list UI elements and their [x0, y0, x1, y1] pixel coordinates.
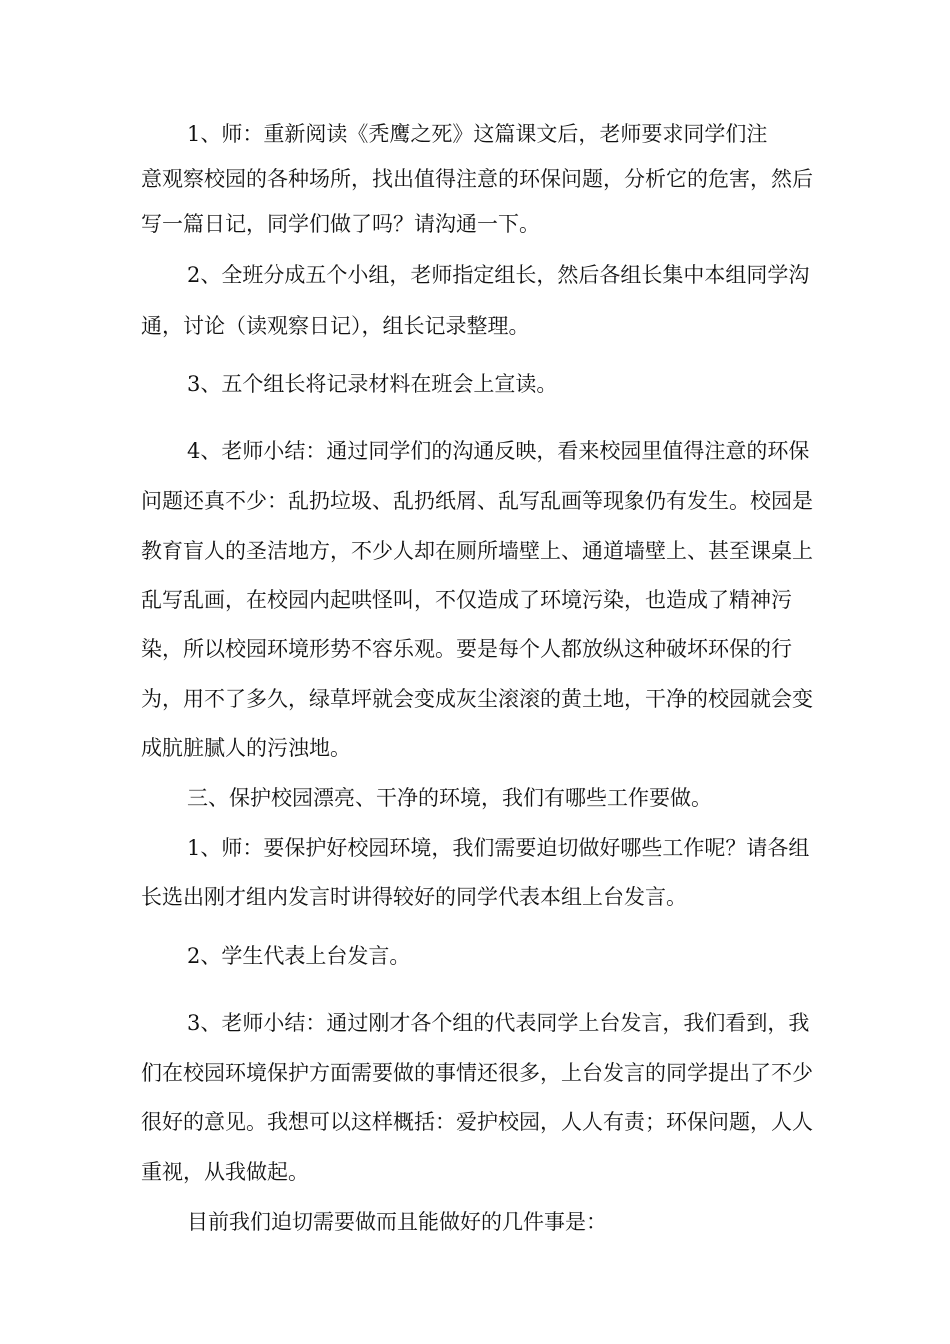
paragraph-line: 3、五个组长将记录材料在班会上宣读。	[187, 372, 558, 396]
paragraph-line: 2、全班分成五个小组，老师指定组长，然后各组长集中本组同学沟	[187, 263, 810, 287]
paragraph-line: 们在校园环境保护方面需要做的事情还很多，上台发言的同学提出了不少	[141, 1061, 813, 1085]
paragraph-line: 目前我们迫切需要做而且能做好的几件事是：	[187, 1210, 607, 1234]
paragraph-line: 很好的意见。我想可以这样概括：爱护校园，人人有责；环保问题，人人	[141, 1110, 813, 1134]
paragraph-line: 写一篇日记，同学们做了吗？请沟通一下。	[141, 212, 540, 236]
paragraph-line: 教育盲人的圣洁地方，不少人却在厕所墙壁上、通道墙壁上、甚至课桌上	[141, 539, 813, 563]
paragraph-line: 成肮脏腻人的污浊地。	[141, 736, 351, 760]
paragraph-line: 染，所以校园环境形势不容乐观。要是每个人都放纵这种破坏环保的行	[141, 637, 792, 661]
paragraph-line: 通，讨论（读观察日记），组长记录整理。	[141, 314, 530, 338]
paragraph-line: 4、老师小结：通过同学们的沟通反映，看来校园里值得注意的环保	[187, 439, 810, 463]
section-heading: 三、保护校园漂亮、干净的环境，我们有哪些工作要做。	[187, 786, 712, 810]
paragraph-line: 1、师：要保护好校园环境，我们需要迫切做好哪些工作呢？请各组	[187, 836, 810, 860]
paragraph-line: 2、学生代表上台发言。	[187, 944, 411, 968]
paragraph-line: 为，用不了多久，绿草坪就会变成灰尘滚滚的黄土地，干净的校园就会变	[141, 687, 813, 711]
paragraph-line: 3、老师小结：通过刚才各个组的代表同学上台发言，我们看到，我	[187, 1011, 810, 1035]
paragraph-line: 问题还真不少：乱扔垃圾、乱扔纸屑、乱写乱画等现象仍有发生。校园是	[141, 489, 813, 513]
paragraph-line: 意观察校园的各种场所，找出值得注意的环保问题，分析它的危害，然后	[141, 167, 813, 191]
paragraph-line: 重视，从我做起。	[141, 1160, 309, 1184]
paragraph-line: 长选出刚才组内发言时讲得较好的同学代表本组上台发言。	[141, 885, 687, 909]
paragraph-line: 1、师：重新阅读《秃鹰之死》这篇课文后，老师要求同学们注	[187, 122, 768, 146]
paragraph-line: 乱写乱画，在校园内起哄怪叫，不仅造成了环境污染，也造成了精神污	[141, 588, 792, 612]
